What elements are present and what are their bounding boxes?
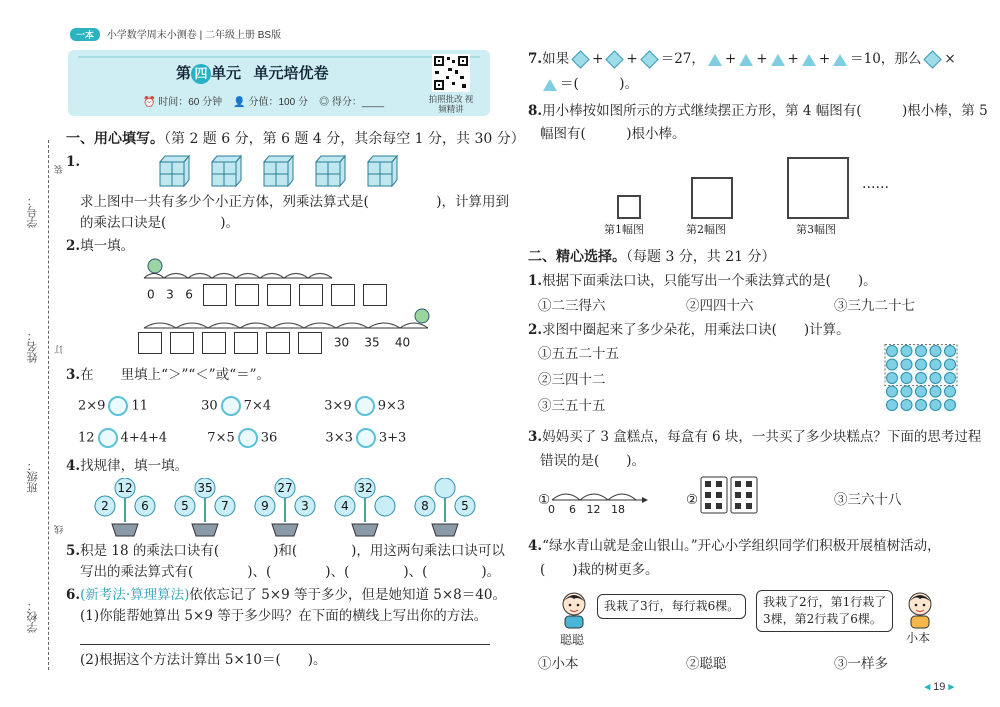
brand-logo: 一本 (70, 28, 100, 41)
boy-avatar-icon (902, 590, 938, 630)
q3-row-2: 12 4+4+4 7×5 36 3×3 3+3 (78, 428, 406, 449)
answer-box[interactable] (267, 284, 291, 306)
q7-line2: ＝( )。 (540, 74, 638, 94)
q5-line2: 写出的乘法算式有( )、( )、( )、( )。 (80, 564, 501, 580)
binding-mark: 线 (54, 525, 64, 534)
class-field-label: 班级： (27, 460, 39, 493)
school-field-label: 学校： (27, 600, 39, 633)
flower-dot (930, 346, 941, 357)
c2-option-1[interactable]: ①五五二十五 (538, 346, 619, 362)
c2-option-2[interactable]: ②三四十二 (538, 372, 606, 388)
q1-line2: 的乘法口诀是( )。 (80, 215, 240, 231)
answer-box[interactable] (235, 284, 259, 306)
flower-dot (916, 373, 927, 384)
q3-prompt: 3.在 里填上“＞”“＜”或“＝”。 (66, 367, 271, 383)
flower-number: 2 (101, 499, 109, 513)
answer-box[interactable] (331, 284, 355, 306)
answer-box[interactable] (203, 284, 227, 306)
c3-number-line-labels: 0 6 12 18 (548, 503, 625, 516)
compare-circle[interactable] (356, 428, 376, 448)
diamond-icon (640, 50, 658, 68)
c3-option-1[interactable]: ① (538, 492, 551, 508)
boy-avatar-icon (556, 590, 592, 630)
flower-number: 7 (221, 499, 229, 513)
flower-dot (887, 346, 898, 357)
flower-number: 9 (261, 499, 269, 513)
compare-circle[interactable] (108, 396, 128, 416)
triangle-icon (739, 54, 753, 66)
flower-number: 5 (181, 499, 189, 513)
section-1-header: 一、用心填写。（第 2 题 6 分，第 6 题 4 分，其余每空 1 分，共 30 分） (66, 131, 525, 147)
qr-caption: 拍照批改 视频精讲 (428, 94, 474, 114)
c4-line2: ( )栽的树更多。 (540, 562, 659, 578)
flower-dot (901, 359, 912, 370)
flower-dot (945, 373, 956, 384)
q1-number: 1. (66, 154, 81, 170)
c3-option-3[interactable]: ③三六十八 (834, 492, 902, 508)
cube-groups-figure (150, 150, 410, 188)
q6-line3: (2)根据这个方法计算出 5×10＝( )。 (80, 652, 327, 668)
flower-row (90, 478, 490, 538)
compare-circle[interactable] (221, 396, 241, 416)
triangle-icon (802, 54, 816, 66)
qr-code-icon[interactable] (432, 54, 470, 92)
c4-option-3[interactable]: ③一样多 (834, 656, 888, 672)
page-title: 第 四 单元 单元培优卷 (176, 65, 329, 82)
speech-bubble-2: 我栽了2行，第1行栽了 3棵，第2行栽了6棵。 (756, 590, 893, 632)
number-line-2-labels: 30 35 40 (138, 332, 410, 354)
binding-dashed-line (48, 140, 49, 670)
figure-ellipsis: …… (862, 176, 889, 192)
c1-option-3[interactable]: ③三九二十七 (834, 298, 915, 314)
flower-number: 8 (421, 499, 429, 513)
series-header: 一本 小学数学周末小测卷 | 二年级上册 BS版 (70, 26, 281, 41)
flower-number: 4 (341, 499, 349, 513)
flower-dot (887, 373, 898, 384)
answer-box[interactable] (202, 332, 226, 354)
page-number: ◂ 19 ▸ (924, 681, 954, 693)
target-icon: ◎ (319, 97, 330, 108)
binding-mark: 订 (54, 345, 64, 354)
flower-grid-figure (884, 344, 958, 412)
triangle-icon (833, 54, 847, 66)
c4-option-1[interactable]: ①小本 (538, 656, 579, 672)
flower-dot (887, 400, 898, 411)
flower-dot (901, 400, 912, 411)
flower-dot (887, 386, 898, 397)
c3-option-2[interactable]: ② (686, 492, 699, 508)
q3-row-1: 2×9 11 30 7×4 3×9 9×3 (78, 396, 405, 417)
flower-dot (887, 359, 898, 370)
stick-squares-figure (610, 150, 880, 222)
series-title: 小学数学周末小测卷 (106, 30, 197, 41)
flower-dot (916, 359, 927, 370)
c4-line1: 4.“绿水青山就是金山银山。”开心小学组织同学们积极开展植树活动， (528, 538, 941, 554)
c1-option-1[interactable]: ①二三得六 (538, 298, 606, 314)
flower-number: 6 (141, 499, 149, 513)
kid-name-2: 小本 (906, 631, 931, 645)
pattern-flower (410, 478, 480, 538)
speech-bubble-1: 我栽了3行，每行栽6棵。 (597, 594, 746, 619)
q8-line1: 8.用小棒按如图所示的方式继续摆正方形，第 4 幅图有( )根小棒，第 5 (528, 103, 988, 119)
flower-dot (945, 400, 956, 411)
unit-number-badge: 四 (191, 64, 211, 84)
flower-dot (930, 400, 941, 411)
flower-dot (901, 386, 912, 397)
pattern-flower (90, 478, 160, 538)
diamond-icon (924, 50, 942, 68)
flower-number: 3 (301, 499, 309, 513)
pattern-flower (170, 478, 240, 538)
pattern-flower (330, 478, 400, 538)
figure-label-2: 第2幅图 (686, 223, 726, 236)
egg-box-figure (700, 476, 760, 514)
kid-name-1: 聪聪 (560, 633, 585, 647)
figure-label-1: 第1幅图 (604, 223, 644, 236)
flower-dot (901, 373, 912, 384)
c3-line2: 错误的是( )。 (540, 453, 646, 469)
c1-question: 1.根据下面乘法口诀，只能写出一个乘法算式的是( )。 (528, 273, 877, 289)
c2-option-3[interactable]: ③三五十五 (538, 398, 606, 414)
flower-number: 5 (461, 499, 469, 513)
flower-dot (901, 346, 912, 357)
compare-circle[interactable] (98, 428, 118, 448)
flower-number: 12 (117, 481, 133, 495)
q2-prompt: 2.填一填。 (66, 238, 135, 254)
q4-prompt: 4.找规律，填一填。 (66, 458, 189, 474)
flower-dot (916, 386, 927, 397)
answer-box[interactable] (234, 332, 258, 354)
triangle-icon (708, 54, 722, 66)
name-field-label: 姓名： (27, 330, 39, 363)
c2-question: 2.求图中圈起来了多少朵花，用乘法口诀( )计算。 (528, 322, 850, 338)
q6-line1: 6.(新考法·算理算法)依依忘记了 5×9 等于多少，但是她知道 5×8＝40。 (66, 587, 506, 603)
flower-dot (930, 359, 941, 370)
flower-dot (930, 386, 941, 397)
diamond-icon (571, 50, 589, 68)
q7: 7.如果 + + ＝27， + + + + ＝10，那么 × (528, 51, 956, 67)
answer-box[interactable] (266, 332, 290, 354)
answer-box[interactable] (298, 332, 322, 354)
exam-meta: ⏰ 时间：60 分钟 👤 分值：100 分 ◎ 得分：____ (143, 97, 385, 108)
diamond-icon (606, 50, 624, 68)
id-field-label: 学号： (27, 195, 39, 228)
pattern-flower (250, 478, 320, 538)
flower-dot (945, 359, 956, 370)
flower-dot (945, 386, 956, 397)
flower-dot (916, 400, 927, 411)
flower-number: 27 (277, 481, 293, 495)
flower-dot (930, 373, 941, 384)
c4-option-2[interactable]: ②聪聪 (686, 656, 727, 672)
unit-banner (68, 50, 490, 116)
answer-box[interactable] (170, 332, 194, 354)
answer-box[interactable] (299, 284, 323, 306)
flower-number: 35 (197, 481, 213, 495)
triangle-icon (771, 54, 785, 66)
flower-dot (916, 346, 927, 357)
q8-line2: 幅图有( )根小棒。 (540, 126, 686, 142)
c1-option-2[interactable]: ②四四十六 (686, 298, 754, 314)
binding-mark: 装 (54, 165, 64, 174)
flower-dot (945, 346, 956, 357)
answer-line[interactable] (80, 644, 490, 645)
c3-line1: 3.妈妈买了 3 盒糕点，每盒有 6 块，一共买了多少块糕点？下面的思考过程 (528, 429, 982, 445)
q6-line2: (1)你能帮她算出 5×9 等于多少吗？在下面的横线上写出你的方法。 (80, 608, 488, 624)
number-line-1-labels: 0 3 6 (147, 284, 395, 306)
answer-box[interactable] (363, 284, 387, 306)
section-2-header: 二、精心选择。（每题 3 分，共 21 分） (528, 249, 776, 265)
grade-label: 二年级上册 BS版 (204, 30, 282, 41)
figure-label-3: 第3幅图 (796, 223, 836, 236)
triangle-icon (543, 79, 557, 91)
person-icon: 👤 (233, 97, 246, 108)
clock-icon: ⏰ (143, 97, 156, 108)
q1-line1: 求上图中一共有多少个小正方体，列乘法算式是( )，计算用到 (80, 194, 510, 210)
answer-box[interactable] (138, 332, 162, 354)
q6-tag: (新考法·算理算法) (80, 587, 190, 603)
q5-line1: 5.积是 18 的乘法口诀有( )和( )，用这两句乘法口诀可以 (66, 543, 505, 559)
compare-circle[interactable] (355, 396, 375, 416)
compare-circle[interactable] (238, 428, 258, 448)
flower-number: 32 (357, 481, 373, 495)
